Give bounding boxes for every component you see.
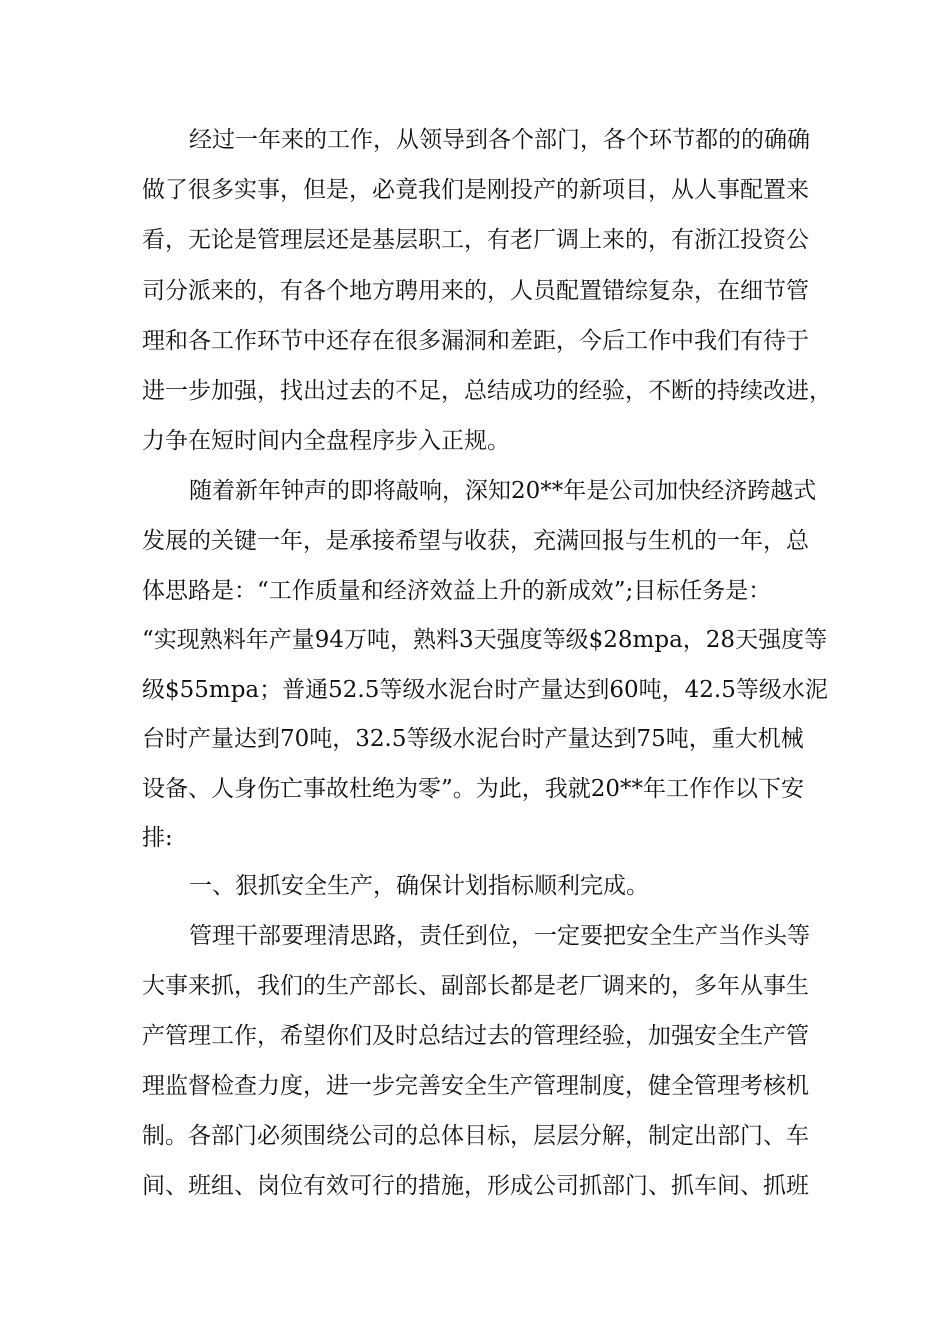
paragraph-1-line-7: 力争在短时间内全盘程序步入正规。 (142, 428, 510, 454)
paragraph-2-line-5: 级$55mpa；普通52.5等级水泥台时产量达到60吨，42.5等级水泥 (142, 677, 828, 703)
paragraph-3-line-2: 大事来抓，我们的生产部长、副部长都是老厂调来的，多年从事生 (142, 973, 809, 999)
paragraph-2-line-6: 台时产量达到70吨，32.5等级水泥台时产量达到75吨，重大机械 (142, 726, 804, 752)
paragraph-2-line-3: 体思路是：“工作质量和经济效益上升的新成效”;目标任务是： (142, 578, 772, 604)
paragraph-1-line-3: 看，无论是管理层还是基层职工，有老厂调上来的，有浙江投资公 (142, 227, 809, 253)
paragraph-2-line-8: 排: (142, 825, 173, 851)
paragraph-3-line-1: 管理干部要理清思路，责任到位，一定要把安全生产当作头等 (189, 923, 810, 949)
paragraph-1-line-6: 进一步加强，找出过去的不足，总结成功的经验，不断的持续改进， (142, 378, 832, 404)
paragraph-1-line-5: 理和各工作环节中还存在很多漏洞和差距，今后工作中我们有待于 (142, 328, 809, 354)
paragraph-2-line-1: 随着新年钟声的即将敲响，深知20**年是公司加快经济跨越式 (189, 478, 817, 504)
paragraph-1-line-2: 做了很多实事，但是，必竟我们是刚投产的新项目，从人事配置来 (142, 177, 809, 203)
paragraph-2-line-7: 设备、人身伤亡事故杜绝为零”。为此，我就20**年工作作以下安 (142, 776, 805, 802)
paragraph-3-line-4: 理监督检查力度，进一步完善安全生产管理制度，健全管理考核机 (142, 1073, 809, 1099)
paragraph-3-line-3: 产管理工作，希望你们及时总结过去的管理经验，加强安全生产管 (142, 1023, 809, 1049)
paragraph-1-line-1: 经过一年来的工作，从领导到各个部门，各个环节都的的确确 (189, 127, 810, 153)
paragraph-1-line-4: 司分派来的，有各个地方聘用来的，人员配置错综复杂，在细节管 (142, 278, 809, 304)
paragraph-3-line-6: 间、班组、岗位有效可行的措施，形成公司抓部门、抓车间、抓班 (142, 1173, 809, 1199)
paragraph-2-line-4: “实现熟料年产量94万吨，熟料3天强度等级$28mpa，28天强度等 (142, 627, 828, 653)
paragraph-3-line-5: 制。各部门必须围绕公司的总体目标，层层分解，制定出部门、车 (142, 1123, 809, 1149)
paragraph-2-line-2: 发展的关键一年，是承接希望与收获，充满回报与生机的一年，总 (142, 528, 809, 554)
section-heading-1: 一、狠抓安全生产，确保计划指标顺利完成。 (189, 873, 649, 899)
